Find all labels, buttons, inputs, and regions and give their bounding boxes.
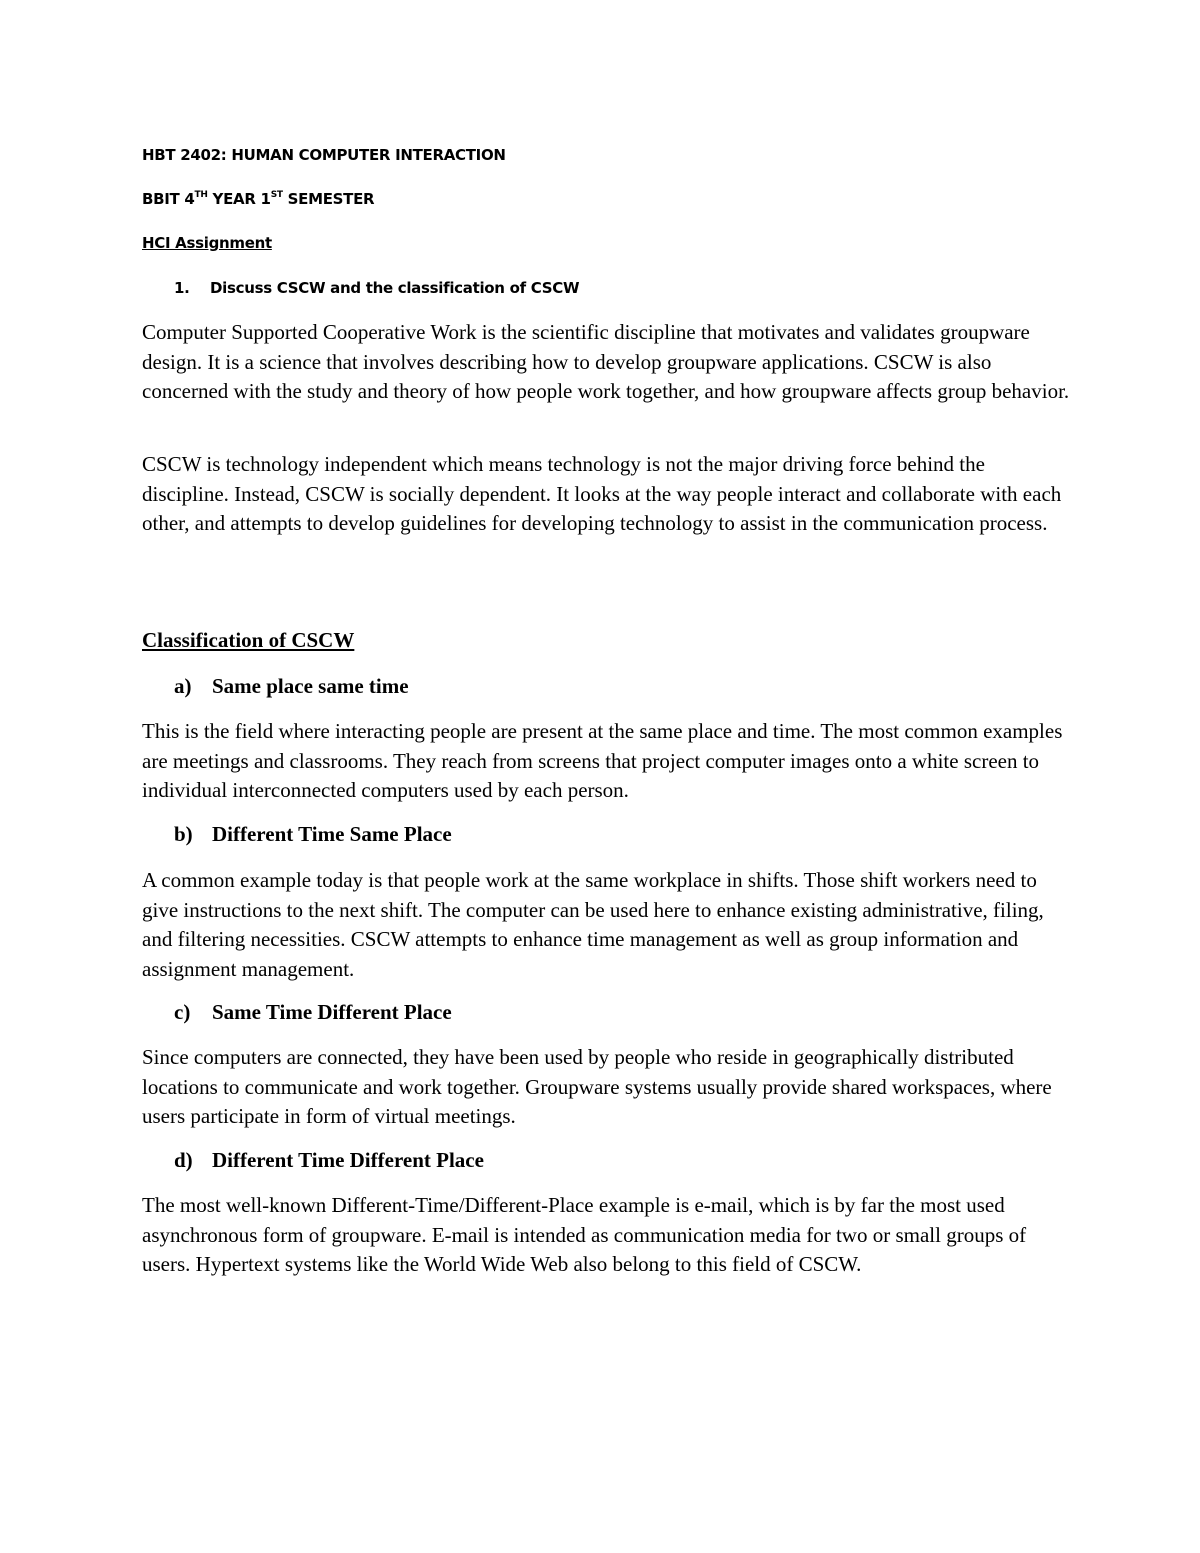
question-number: 1.	[174, 279, 190, 297]
item-c-title-text: Same Time Different Place	[212, 1000, 452, 1024]
year-line-part3: SEMESTER	[282, 190, 375, 208]
year-line-sup1: TH	[194, 190, 208, 200]
year-line-part1: BBIT 4	[142, 190, 195, 208]
classification-item-c-body: Since computers are connected, they have been used by people who reside in geographically distributed locations to communicate and work together. Groupware systems usually provide shared workspaces, where users participate in form of virtual meetings.	[142, 1045, 1052, 1128]
item-c-letter: c)	[174, 1000, 191, 1024]
intro-paragraph-2: CSCW is technology independent which means technology is not the major driving force behind the discipline. Instead, CSCW is socially dependent. It looks at the way people interact and collaborate with each other, and attempts to develop guidelines for developing technology to assist in the communication process.	[142, 452, 1062, 535]
item-a-letter: a)	[174, 674, 192, 698]
classification-item-a-title	[174, 674, 409, 699]
question-1	[174, 279, 579, 297]
intro-paragraph-1: Computer Supported Cooperative Work is the scientific discipline that motivates and validates groupware design. It is a science that involves describing how to develop groupware applications. CSCW is also concerned with the study and theory of how people work together, and how groupware affects group behavior.	[142, 320, 1070, 403]
classification-item-d-title	[174, 1148, 484, 1173]
classification-item-a-body: This is the field where interacting people are present at the same place and time. The most common examples are meetings and classrooms. They reach from screens that project computer images onto a white screen to individual interconnected computers used by each person.	[142, 719, 1063, 802]
classification-item-c-title	[174, 1000, 452, 1025]
item-a-title-text: Same place same time	[212, 674, 409, 698]
item-b-title-text: Different Time Same Place	[212, 822, 452, 846]
year-semester-line	[142, 190, 374, 208]
assignment-title: HCI Assignment	[142, 234, 272, 252]
year-line-sup2: ST	[270, 190, 283, 200]
classification-item-b-body: A common example today is that people work at the same workplace in shifts. Those shift workers need to give instructions to the next shift. The computer can be used here to enhance existing administrative, filing, and filtering necessities. CSCW attempts to enhance time management as well as group information and assignment management.	[142, 868, 1044, 981]
course-title: HBT 2402: HUMAN COMPUTER INTERACTION	[142, 146, 506, 164]
classification-item-b-title	[174, 822, 452, 847]
classification-item-d-body: The most well-known Different-Time/Different-Place example is e-mail, which is by far the most used asynchronous form of groupware. E-mail is intended as communication media for two or small groups of users. Hypertext systems like the World Wide Web also belong to this field of CSCW.	[142, 1193, 1027, 1276]
classification-heading: Classification of CSCW	[142, 628, 355, 652]
year-line-part2: YEAR 1	[207, 190, 271, 208]
item-d-title-text: Different Time Different Place	[212, 1148, 484, 1172]
item-d-letter: d)	[174, 1148, 193, 1172]
question-text: Discuss CSCW and the classification of CSCW	[210, 279, 580, 297]
item-b-letter: b)	[174, 822, 193, 846]
